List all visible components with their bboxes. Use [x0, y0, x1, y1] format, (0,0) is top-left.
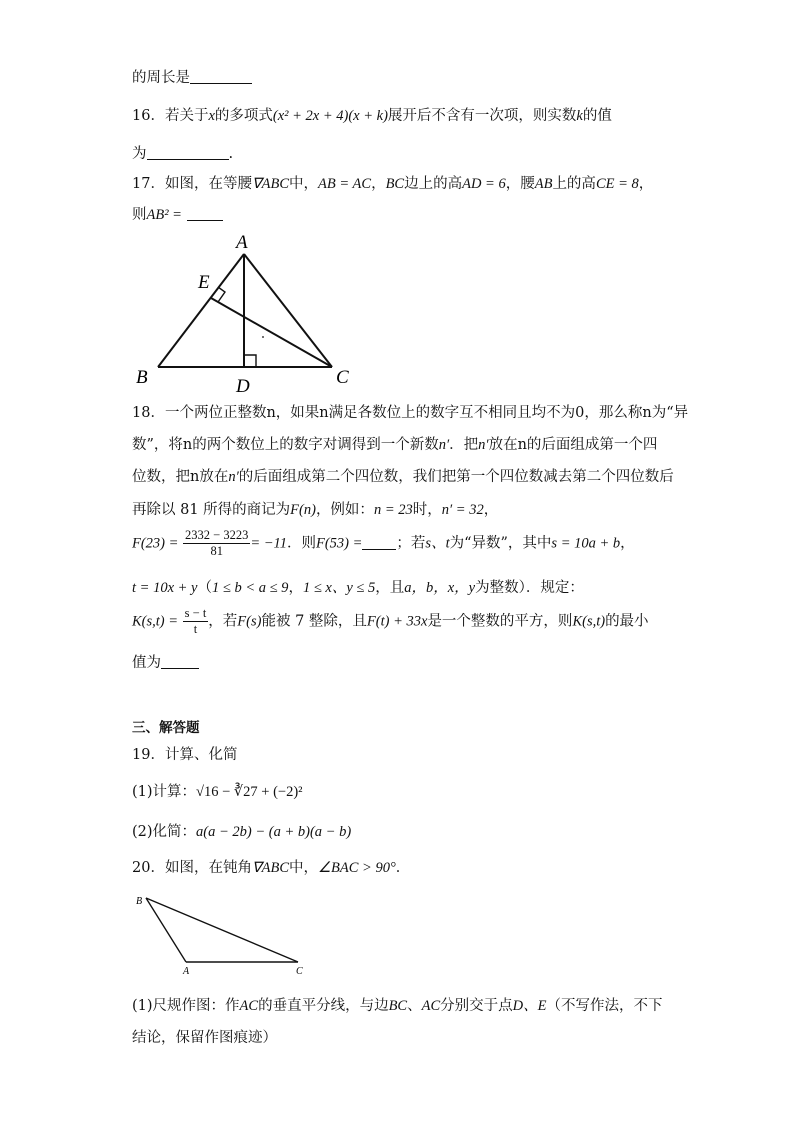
question-18-line-1: 18．一个两位正整数n，如果n满足各数位上的数字互不相同且均不为0，那么称n为“异: [132, 405, 689, 421]
question-16-answer: 为 .: [132, 146, 234, 162]
question-17: 17．如图，在等腰∇ABC中，AB = AC，BC边上的高AD = 6，腰AB上的高CE = 8，: [132, 176, 654, 192]
question-16: 16．若关于x的多项式(x² + 2x + 4)(x + k)展开后不含有一次项，则实数k的值: [132, 108, 612, 124]
label-b: B: [136, 896, 143, 907]
side-ac: [244, 254, 332, 367]
question-18-line-5: F(23) = $\frac{2332 - 3223}{81}$ = −11．则F(53) = ；若s、t为“异数”，其中s = 10a + b，: [132, 528, 635, 558]
question-20-part-1-line-1: (1)尺规作图：作AC的垂直平分线，与边BC、AC分别交于点D、E（不写作法，不下: [132, 998, 663, 1014]
question-18-line-6: t = 10x + y（1 ≤ b < a ≤ 9，1 ≤ x、y ≤ 5，且a，b，x，y为整数）．规定：: [132, 580, 584, 596]
q16-polynomial: (x² + 2x + 4)(x + k): [272, 108, 388, 124]
question-18-line-2: 数”，将n的两个数位上的数字对调得到一个新数n′．把n′放在n的后面组成第一个四: [132, 437, 658, 453]
question-20: 20．如图，在钝角∇ABC中，∠BAC > 90°．: [132, 860, 411, 876]
question-19-part-1: (1)计算：√16 − ∛27 + (−2)²: [132, 784, 303, 800]
fraction-kst: $\frac{s - t}{t}$: [184, 606, 207, 636]
question-19: 19．计算、化简: [132, 747, 238, 763]
answer-blank-16: [147, 146, 229, 160]
question-18-line-3: 位数，把n放在n′的后面组成第二个四位数，我们把第一个四位数减去第二个四位数后: [132, 469, 674, 485]
side-ba: [146, 898, 186, 962]
label-e: E: [198, 272, 210, 293]
question-19-part-2: (2)化简：a(a − 2b) − (a + b)(a − b): [132, 824, 352, 840]
label-a: A: [236, 232, 248, 253]
question-18-line-8: 值为: [132, 651, 199, 672]
right-angle-mark-e: [218, 287, 225, 302]
side-bc: [146, 898, 298, 962]
figure-20-triangle: [130, 890, 320, 980]
label-c: C: [336, 367, 349, 388]
answer-blank-18b: [161, 655, 199, 669]
question-18-line-7: K(s,t) = $\frac{s - t}{t}$ ，若F(s)能被 7 整除，且F(t) + 33x是一个整数的平方，则K(s,t)的最小: [132, 606, 649, 636]
label-b: B: [136, 367, 148, 388]
question-18-line-4: 再除以 81 所得的商记为F(n)，例如：n = 23时，n′ = 32，: [132, 502, 499, 518]
figure-17-triangle: [130, 226, 360, 398]
answer-blank-18a: [362, 536, 396, 550]
altitude-ce: [211, 298, 332, 367]
label-d: D: [236, 376, 250, 397]
question-17-answer: 则AB² =: [132, 203, 223, 224]
fraction-f23: $\frac{2332 - 3223}{81}$: [185, 528, 249, 558]
right-angle-mark-d: [244, 355, 256, 367]
answer-blank-15: [190, 70, 252, 84]
prev-question-tail: 的周长是: [132, 66, 252, 87]
section-heading-3: 三、解答题: [132, 720, 200, 736]
answer-blank-17: [187, 207, 223, 221]
question-20-part-1-line-2: 结论，保留作图痕迹）: [132, 1030, 277, 1046]
label-c: C: [296, 966, 303, 977]
label-a: A: [183, 966, 190, 977]
